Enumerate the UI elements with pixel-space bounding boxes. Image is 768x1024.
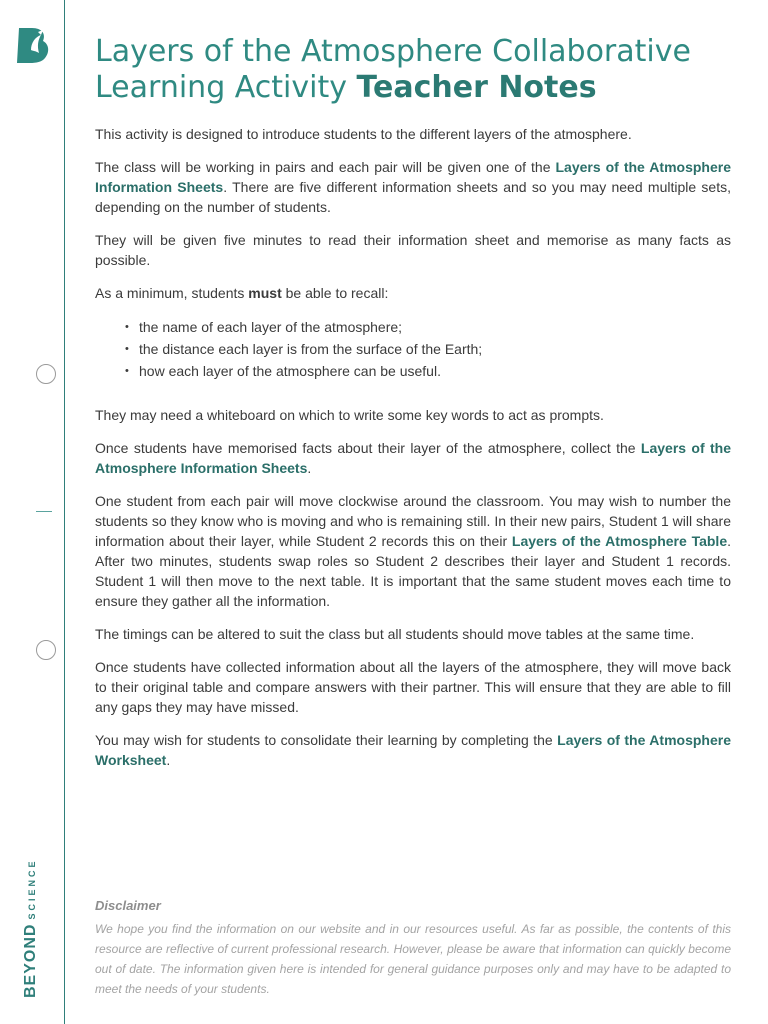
paragraph-minimum [95, 283, 731, 303]
text: One student from each pair will move clockwise around the classroom. You may wish to number the students so they know who is moving and who is remaining still. In their new pairs, Student 1 will share information about their layer, while Student 2 records this on their [95, 493, 731, 549]
beyond-b-logo-icon [16, 26, 50, 64]
brand-name: BEYOND [22, 923, 39, 998]
title-line-2: Learning Activity [95, 70, 347, 105]
center-mark [36, 511, 52, 512]
text: . [166, 752, 171, 768]
brand-vertical [22, 859, 40, 998]
punch-hole-top [36, 364, 56, 384]
resource-link-info-sheets: Layers of the Atmosphere Information Sheets [95, 159, 731, 195]
paragraph-whiteboard: They may need a whiteboard on which to write some key words to act as prompts. [95, 407, 604, 423]
text: . [307, 460, 312, 476]
paragraph-pairs [95, 157, 731, 217]
paragraph-intro: This activity is designed to introduce students to the different layers of the atmosphere. [95, 126, 632, 142]
list-item: • the name of each layer of the atmosphere; [125, 316, 731, 338]
disclaimer-body: We hope you find the information on our website and in our resources useful. As far as possible, the contents of this resource are reflective of current professional research. However, please be aware that information can quickly become out of date. The information given here is intended for general guidance purposes only and may have to be adapted to meet the needs of your students. [95, 922, 731, 996]
punch-hole-bottom [36, 640, 56, 660]
brand-sub: SCIENCE [27, 858, 37, 920]
paragraph-compare: Once students have collected information about all the layers of the atmosphere, they will move back to their original table and compare answers with their partner. This will ensure that they are able to fill any gaps they may have missed. [95, 659, 731, 715]
disclaimer-title: Disclaimer [95, 898, 161, 913]
recall-list [95, 316, 731, 382]
list-item: • how each layer of the atmosphere can be useful. [125, 360, 731, 382]
paragraph-consolidate [95, 730, 731, 770]
text: . After two minutes, students swap roles so Student 2 describes their layer and Student 1 records. Student 1 will then move to the next table. It is important that the same student moves each time to ensure they gather all the information. [95, 533, 732, 609]
resource-link-info-sheets-2: Layers of the Atmosphere Information Sheets [95, 440, 731, 476]
resource-link-table: Layers of the Atmosphere Table [511, 533, 728, 549]
main-content [95, 34, 731, 783]
resource-link-worksheet: Layers of the Atmosphere Worksheet [95, 732, 731, 768]
list-item: • the distance each layer is from the surface of the Earth; [125, 338, 731, 360]
text: Once students have memorised facts about their layer of the atmosphere, collect the [95, 440, 641, 456]
paragraph-timings: The timings can be altered to suit the class but all students should move tables at the same time. [95, 626, 695, 642]
paragraph-rotation [95, 491, 731, 611]
text: The class will be working in pairs and each pair will be given one of the [95, 159, 556, 175]
page-title [95, 34, 731, 106]
text: You may wish for students to consolidate their learning by completing the [95, 732, 558, 748]
title-line-1: Layers of the Atmosphere Collaborative [95, 34, 691, 69]
text: As a minimum, students [95, 285, 249, 301]
text: . There are five different information sheets and so you may need multiple sets, depending on the number of students. [95, 179, 731, 215]
text: be able to recall: [281, 285, 389, 301]
emphasis-must: must [248, 285, 282, 301]
disclaimer [95, 898, 731, 999]
margin-line [64, 0, 65, 1024]
paragraph-reading: They will be given five minutes to read their information sheet and memorise as many facts as possible. [95, 232, 731, 268]
paragraph-collect [95, 438, 731, 478]
title-bold: Teacher Notes [356, 70, 597, 105]
